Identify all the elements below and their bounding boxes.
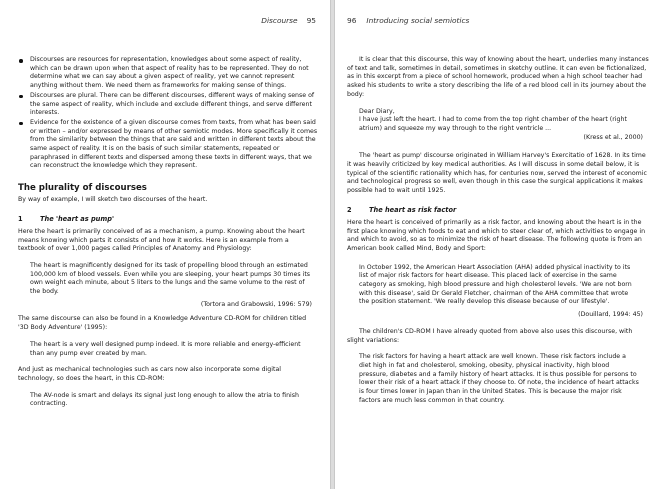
left-page-body (18, 56, 318, 409)
diary-salutation: Dear Diary, (359, 107, 395, 115)
quote-citation: (Kress et al., 2000) (583, 133, 643, 141)
subheading-number: 2 (347, 205, 352, 214)
subheading-heart-as-risk-factor (347, 206, 649, 215)
block-quote: The heart is a very well designed pump indeed. It is more reliable and energy-efficient than any pump ever created by man. (30, 340, 301, 357)
paragraph: The 'heart as pump' discourse originated in William Harvey's Exercitatio of 1628. In its time it was heavily criticized by key medical authorities. As I will discuss in some detail below, it is typical of the scientific rationality which has, for centuries now, served the interest of economic and technological progress so well, even though in this case the surgical applications it makes possible had to wait until 1925. (347, 152, 647, 195)
bullet-item: Evidence for the existence of a given discourse comes from texts, from what has been said or written – and/or expressed by means of other semiotic modes. More specifically it comes from the similarity between the things that are said and written in different texts about the same aspect of reality. It is on the basis of such similar statements, repeated or paraphrased in different texts and dispersed among these texts in different ways, that we can reconstruct the knowledge which they represent. (18, 119, 318, 171)
paragraph: Here the heart is primarily conceived of as a mechanism, a pump. Knowing about the heart means knowing which parts it consists of and how it works. Here is an example from a textbook of over 1,000 pages called Principles of Anatomy and Physiology: (18, 227, 305, 253)
quote-citation: (Douillard, 1994: 45) (578, 311, 643, 319)
paragraph: The same discourse can also be found in a Knowledge Adventure CD-ROM for children titled '3D Body Adventure' (1995): (18, 315, 307, 332)
right-page (335, 0, 665, 489)
paragraph: And just as mechanical technologies such as cars now also incorporate some digital technology, so does the heart, in this CD-ROM: (18, 366, 282, 382)
discourse-bullet-list (18, 56, 318, 171)
subheading-heart-as-pump (18, 215, 318, 224)
left-page (0, 0, 330, 489)
bullet-item: Discourses are resources for representation, knowledges about some aspect of reality, which can be drawn upon when that aspect of reality has to be represented. They do not determine what we can say about a given aspect of reality, yet we cannot represent anything without them. We need them as frameworks for making sense of things. (18, 56, 318, 91)
section-heading: The plurality of discourses (18, 183, 147, 194)
subheading-title: The heart as risk factor (369, 205, 457, 214)
block-quote: The risk factors for having a heart attack are well known. These risk factors include a diet high in fat and cholesterol, smoking, obesity, physical inactivity, high blood pressure, diabetes and a family history of heart attacks. It is thus possible for persons to lower their risk of a heart attack if they choose to. Of note, the incidence of heart attacks is four times lower in Japan than in the United States. This is because the major risk factors are much less common in that country. (359, 353, 639, 404)
right-running-head (347, 16, 469, 25)
paragraph: Here the heart is conceived of primarily as a risk factor, and knowing about the heart is in the first place knowing which foods to eat and which to steer clear of, which activities to engage in and which to avoid, so as to minimize the risk of heart disease. The following quote is from an American book called Mind, Body and Sport: (347, 218, 646, 252)
block-quote: The heart is magnificently designed for its task of propelling blood through an estimated 100,000 km of blood vessels. Even while you are sleeping, your heart pumps 30 times its own weight each minute, about 5 liters to the lungs and the same volume to the rest of the body. (30, 261, 311, 296)
left-page-number: 95 (306, 16, 316, 25)
quote-citation: (Tortora and Grabowski, 1996: 579) (200, 300, 312, 308)
bullet-item: Discourses are plural. There can be different discourses, different ways of making sense of the same aspect of reality, which include and exclude different things, and serve different interests. (18, 92, 318, 118)
paragraph: It is clear that this discourse, this way of knowing about the heart, underlies many instances of text and talk, sometimes in detail, sometimes in sketchy outline. It can even be fictionalized, as in this excerpt from a piece of school homework, produced when a high school teacher had asked his students to write a story describing the life of a red blood cell in its journey about the body: (347, 56, 649, 98)
right-running-head-title: Introducing social semiotics (366, 16, 470, 25)
subheading-number: 1 (18, 214, 23, 223)
paragraph: The children's CD-ROM I have already quoted from above also uses this discourse, with slight variations: (347, 327, 633, 344)
right-page-body (347, 56, 649, 406)
block-quote: I have just left the heart. I had to come from the top right chamber of the heart (right atrium) and squeeze my way through to the right ventricle ... (359, 116, 627, 132)
section-intro: By way of example, I will sketch two discourses of the heart. (18, 196, 208, 204)
block-quote: The AV-node is smart and delays its signal just long enough to allow the atria to finish contracting. (30, 391, 299, 408)
left-running-head (261, 16, 316, 25)
block-quote: In October 1992, the American Heart Association (AHA) added physical inactivity to its list of major risk factors for heart disease. This placed lack of exercise in the same category as smoking, high blood pressure and high cholesterol levels. 'We are not born with this disease', said Dr Gerald Fletcher, chairman of the AHA committee that wrote the position statement. 'We really develop this disease because of our lifestyle'. (359, 263, 632, 306)
subheading-title: The 'heart as pump' (40, 214, 114, 223)
left-running-head-title: Discourse (261, 16, 298, 25)
right-page-number: 96 (347, 16, 357, 25)
